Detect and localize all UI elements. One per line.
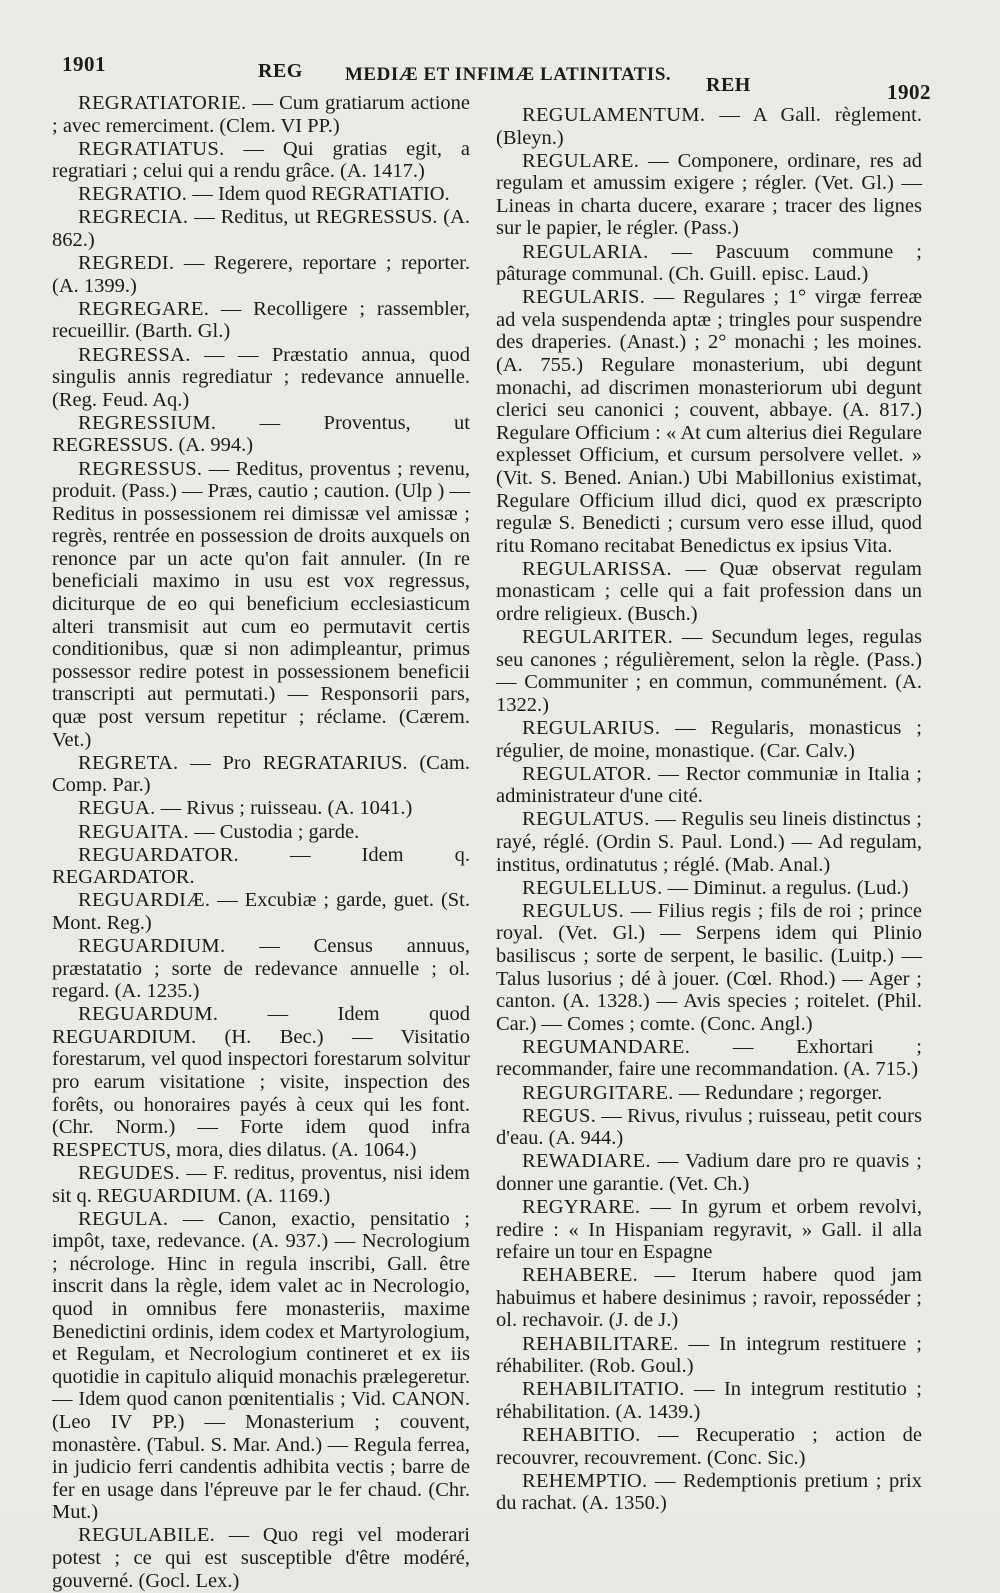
dictionary-entry — [52, 1524, 470, 1592]
entry-definition: — Canon, exactio, pensitatio ; impôt, taxe, redevance. (A. 937.) — Necrologium ; nécrologe. Hinc in regula inscribi, Gall. être inscrit dans la règle, idem valet ac in Necrologio, quod in omnibus fere monasteriis, maxime Benedictini ordinis, idem codex et Martyrologium, et Regulam, et Necrologium contineret et ex iis quotidie in capitulo aliquid monachis prælegeretur. — Idem quod canon pœnitentialis ; Vid. CANON. (Leo IV PP.) — Monasterium ; couvent, monastère. (Tabul. S. Mar. And.) — Regula ferrea, in judicio ferri candentis adhibita vectis ; barre de fer en usage dans l'épreuve par le fer chaud. (Chr. Mut.) — [52, 1207, 470, 1524]
left-page-number: 1901 — [62, 52, 106, 76]
entry-headword: REGUARDIÆ. — [78, 889, 211, 912]
entry-headword: REGULAMENTUM. — [522, 104, 706, 126]
entry-headword: REGUARDUM. — [78, 1003, 219, 1026]
left-column — [52, 92, 470, 1593]
entry-definition: — Pascuum commune ; pâturage communal. (Ch. Guill. episc. Laud.) — [496, 240, 922, 286]
entry-definition: — Pro REGRATARIUS. (Cam. Comp. Par.) — [52, 751, 470, 797]
entry-headword: REWADIARE. — [522, 1150, 651, 1173]
entry-definition: — Reditus, ut REGRESSUS. (A. 862.) — [52, 206, 470, 252]
entry-definition: — Census annuus, præstatatio ; sorte de redevance annuelle ; ol. regard. (A. 1235.) — [52, 934, 470, 1003]
entry-definition: — Rivus, rivulus ; ruisseau, petit cours d'eau. (A. 944.) — [496, 1104, 922, 1150]
dictionary-entry — [52, 889, 470, 934]
dictionary-entry — [52, 935, 470, 1003]
dictionary-entry — [496, 626, 922, 716]
entry-definition: — Qui gratias egit, a regratiari ; celui qui a rendu grâce. (A. 1417.) — [52, 137, 470, 183]
entry-headword: REGREDI. — [78, 252, 175, 275]
entry-headword: REGRATIO. — [78, 183, 188, 206]
entry-headword: REGRECIA. — [78, 206, 189, 229]
dictionary-entry — [52, 92, 470, 137]
entry-definition: — Diminut. a regulus. (Lud.) — [662, 876, 909, 899]
entry-headword: REGULA. — [78, 1207, 169, 1230]
entry-definition: — Reditus, proventus ; revenu, produit. (Pass.) — Præs, cautio ; caution. (Ulp ) — Reditus in possessionem rei dimissæ vel amissæ ; regrès, rentrée en possession de droits auxquels on renonce par un acte qu'on fait annuler. (In re beneficiali maximo in usu est vox regressus, diciturque de eo qui beneficium ecclesiasticum alteri transmisit aut cum eo permutavit certis conditionibus, quæ si non adimpleantur, primus possessor redire potest in possessionem beneficii transcripti aut permutati.) — Responsorii pars, quæ post versum repetitur ; réclame. (Cærem. Vet.) — [52, 457, 470, 751]
entry-definition: — Quæ observat regulam monasticam ; celle qui a fait profession dans un ordre religieux. (Busch.) — [496, 557, 922, 626]
entry-headword: REGURGITARE. — [522, 1081, 674, 1104]
entry-definition: — Regerere, reportare ; reporter. (A. 1399.) — [52, 252, 470, 297]
dictionary-entry — [52, 844, 470, 889]
dictionary-entry — [496, 104, 922, 149]
entry-definition: — A Gall. règlement. (Bleyn.) — [496, 104, 922, 149]
entry-definition: — Idem quod REGUARDIUM. (H. Bec.) — Visitatio forestarum, vel quod inspectori forestarum solvitur pro earum visitatione ; visite, inspection des forêts, ou honoraires payés à ceux qui les font. (Chr. Norm.) — Forte idem quod infra RESPECTUS, mora, dies dilatus. (A. 1064.) — [52, 1003, 470, 1161]
entry-definition: — Excubiæ ; garde, guet. (St. Mont. Reg.) — [52, 889, 470, 934]
entry-headword: REGUDES. — [78, 1161, 181, 1184]
entry-headword: REGULARITER. — [522, 626, 674, 649]
entry-headword: REGULATUS. — [522, 808, 650, 831]
entry-headword: REGRATIATUS. — [78, 137, 225, 160]
dictionary-entry — [496, 1424, 922, 1469]
dictionary-entry — [52, 138, 470, 183]
entry-headword: REGYRARE. — [522, 1196, 641, 1218]
dictionary-entry — [52, 752, 470, 797]
entry-definition: — Componere, ordinare, res ad regulam et amussim exigere ; régler. (Vet. Gl.) — Lineas in charta ducere, exarare ; tracer des lignes sur le papier, le régler. (Pass.) — [496, 149, 922, 240]
right-guide-word: REH — [706, 74, 751, 96]
dictionary-entry — [496, 717, 922, 762]
dictionary-entry — [52, 183, 470, 206]
entry-headword: REGUA. — [78, 797, 156, 820]
dictionary-entry — [496, 1082, 922, 1105]
entry-definition: — Custodia ; garde. — [188, 820, 360, 843]
entry-headword: REHEMPTIO. — [522, 1469, 648, 1492]
entry-definition: — In gyrum et orbem revolvi, redire : « In Hispaniam regyravit, » Gall. il alla refaire un tour en Espagne — [496, 1196, 922, 1264]
entry-definition: — Recolligere ; rassembler, recueillir. (Barth. Gl.) — [52, 297, 470, 343]
entry-headword: REGULUS. — [522, 899, 625, 922]
dictionary-entry — [496, 877, 922, 900]
entry-definition: — Redemptionis pretium ; prix du rachat. (A. 1350.) — [496, 1469, 922, 1515]
dictionary-entry — [496, 900, 922, 1036]
left-guide-word: REG — [258, 60, 303, 82]
entry-definition: — Recuperatio ; action de recouvrer, recouvrement. (Conc. Sic.) — [496, 1423, 922, 1469]
entry-definition: — Rivus ; ruisseau. (A. 1041.) — [155, 797, 413, 820]
dictionary-entry — [52, 1003, 470, 1161]
entry-headword: REGREGARE. — [78, 297, 210, 320]
entry-headword: REGULARE. — [522, 149, 640, 172]
entry-headword: REGRESSIUM. — [78, 411, 217, 434]
entry-headword: REGRESSA. — [78, 343, 191, 366]
entry-definition: — Exhortari ; recommander, faire une recommandation. (A. 715.) — [496, 1035, 922, 1081]
entry-definition: — Redundare ; regorger. — [673, 1081, 883, 1104]
entry-headword: REGUAITA. — [78, 820, 189, 843]
entry-headword: REHABILITATIO. — [522, 1378, 685, 1401]
dictionary-entry — [52, 458, 470, 752]
entry-headword: REGULABILE. — [78, 1524, 216, 1547]
dictionary-entry — [52, 412, 470, 457]
entry-definition: — Rector communiæ in Italia ; administrateur d'une cité. — [496, 762, 922, 808]
entry-headword: REGUS. — [522, 1104, 597, 1127]
dictionary-entry — [52, 344, 470, 412]
entry-definition: — In integrum restituere ; réhabiliter. (Rob. Goul.) — [496, 1332, 922, 1378]
dictionary-entry — [496, 1470, 922, 1515]
dictionary-entry — [496, 808, 922, 876]
entry-headword: REGULARIUS. — [522, 717, 661, 740]
entry-definition: — — Præstatio annua, quod singulis annis regrediatur ; redevance annuelle. (Reg. Feud. Aq.) — [52, 343, 470, 411]
dictionary-entry — [496, 1036, 922, 1081]
entry-definition: — Iterum habere quod jam habuimus et habere desinimus ; ravoir, reposséder ; ol. rechavoir. (J. de J.) — [496, 1264, 922, 1332]
entry-definition: — Idem q. REGARDATOR. — [52, 843, 470, 889]
entry-headword: REGRATIATORIE. — [78, 92, 247, 114]
entry-headword: REGULARISSA. — [522, 557, 672, 580]
entry-definition: — Regularis, monasticus ; régulier, de moine, monastique. (Car. Calv.) — [496, 717, 922, 762]
dictionary-entry — [496, 1150, 922, 1195]
entry-definition: — Vadium dare pro re quavis ; donner une garantie. (Vet. Ch.) — [496, 1150, 922, 1195]
entry-headword: REGULATOR. — [522, 762, 652, 785]
entry-definition: — In integrum restitutio ; réhabilitation. (A. 1439.) — [496, 1378, 922, 1423]
dictionary-entry — [52, 821, 470, 844]
dictionary-entry — [496, 150, 922, 240]
entry-definition: — Idem quod REGRATIATIO. — [187, 183, 450, 206]
running-title: MEDIÆ ET INFIMÆ LATINITATIS. — [345, 64, 672, 85]
dictionary-entry — [52, 298, 470, 343]
entry-headword: REGULARIS. — [522, 286, 646, 309]
dictionary-entry — [496, 241, 922, 286]
right-page-number: 1902 — [887, 80, 931, 104]
entry-headword: REGRETA. — [78, 751, 179, 774]
entry-headword: REGULELLUS. — [522, 876, 663, 899]
entry-headword: REGUARDATOR. — [78, 843, 239, 866]
entry-headword: REHABERE. — [522, 1264, 639, 1287]
entry-headword: REGUARDIUM. — [78, 934, 226, 957]
dictionary-entry — [496, 1196, 922, 1264]
entry-definition: — Proventus, ut REGRESSUS. (A. 994.) — [52, 411, 470, 457]
entry-definition: — Filius regis ; fils de roi ; prince royal. (Vet. Gl.) — Serpens idem qui Plinio basiliscus ; sorte de serpent, le basilic. (Luitp.) — Talus lusorius ; dé à jouer. (Cœl. Rhod.) — Ager ; canton. (A. 1328.) — Avis species ; roitelet. (Phil. Car.) — Comes ; comte. (Conc. Angl.) — [496, 899, 922, 1035]
entry-definition: — Quo regi vel moderari potest ; ce qui est susceptible d'être modéré, gouverné. (Gocl. Lex.) — [52, 1524, 470, 1592]
entry-headword: REHABITIO. — [522, 1423, 641, 1446]
dictionary-entry — [496, 1105, 922, 1150]
dictionary-entry — [52, 206, 470, 251]
entry-headword: REGRESSUS. — [78, 457, 203, 480]
entry-headword: REGUMANDARE. — [522, 1035, 691, 1058]
dictionary-entry — [496, 1333, 922, 1378]
entry-definition: — F. reditus, proventus, nisi idem sit q. REGUARDIUM. (A. 1169.) — [52, 1161, 470, 1207]
entry-headword: REGULARIA. — [522, 240, 649, 263]
dictionary-entry — [52, 1208, 470, 1524]
dictionary-entry — [496, 286, 922, 557]
dictionary-entry — [496, 1264, 922, 1332]
dictionary-entry — [52, 252, 470, 297]
dictionary-entry — [496, 763, 922, 808]
dictionary-entry — [52, 1162, 470, 1207]
dictionary-entry — [52, 797, 470, 820]
right-column — [496, 104, 922, 1515]
dictionary-entry — [496, 1378, 922, 1423]
entry-headword: REHABILITARE. — [522, 1332, 679, 1355]
entry-definition: — Cum gratiarum actione ; avec remerciment. (Clem. VI PP.) — [52, 92, 470, 137]
dictionary-entry — [496, 558, 922, 626]
entry-definition: — Regulares ; 1° virgæ ferreæ ad vela suspendenda aptæ ; tringles pour suspendre des draperies. (Anast.) ; 2° monachi ; les moines. (A. 755.) Regulare monasterium, ubi degunt monachi, ad discrimen monasteriorum ubi degunt clerici seu canonici ; couvent, abbaye. (A. 817.) Regulare Officium : « At cum alterius diei Regulare explesset Officium, et cursum persolvere vellet. » (Vit. S. Bened. Anian.) Ubi Mabillonius existimat, Regulare Officium illud dici, quod ex præscripto regulæ S. Benedicti ; cursum vero esse illud, quod ritu Romano recitabat Benedictus ex ipsius Vita. — [496, 286, 922, 557]
entry-definition: — Regulis seu lineis distinctus ; rayé, réglé. (Ordin S. Paul. Lond.) — Ad regulam, institus, ordinatutus ; réglé. (Mab. Anal.) — [496, 808, 922, 876]
entry-definition: — Secundum leges, regulas seu canones ; régulièrement, selon la règle. (Pass.) — Communiter ; en commun, communément. (A. 1322.) — [496, 626, 922, 716]
